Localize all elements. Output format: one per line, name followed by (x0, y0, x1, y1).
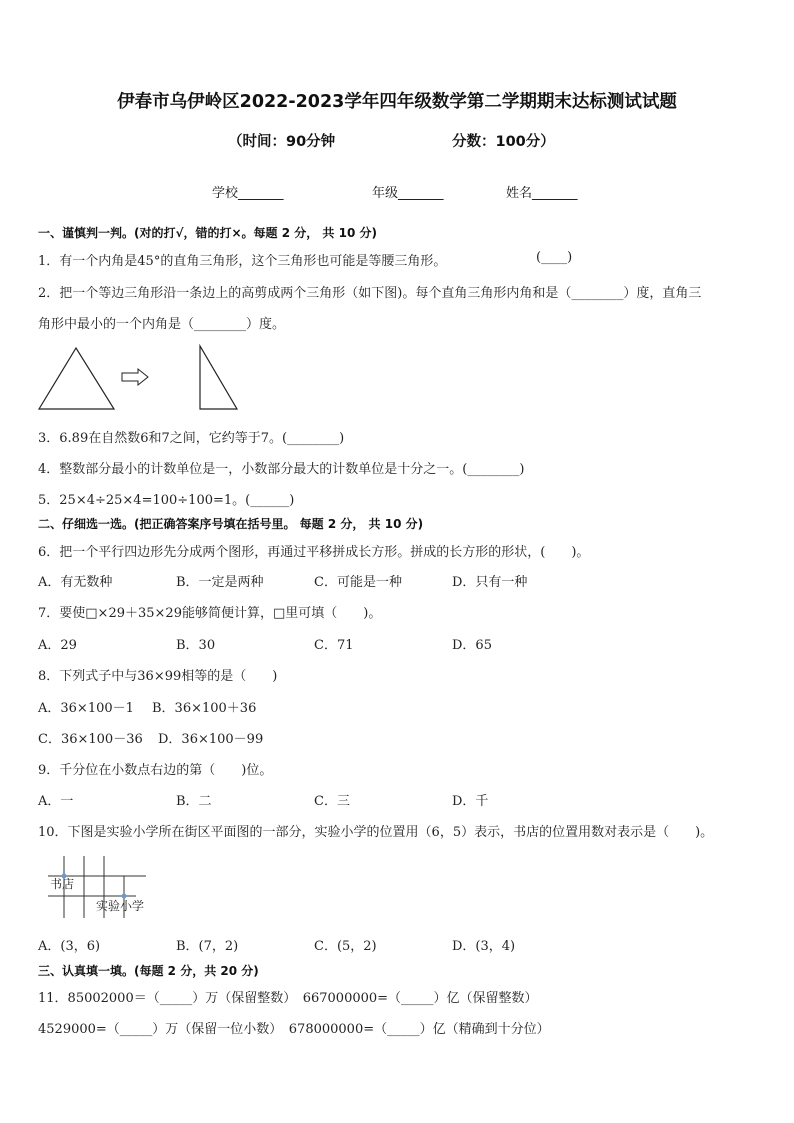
question-9: 9．千分位在小数点右边的第（ )位。 (38, 763, 273, 778)
question-1-answer-blank[interactable]: (____) (536, 250, 573, 265)
question-8: 8．下列式子中与36×99相等的是（ ) (38, 669, 278, 684)
question-2-line-2: 角形中最小的一个内角是（________）度。 (38, 317, 286, 332)
score-label: 分数：100分） (452, 134, 555, 150)
question-11-line-2: 4529000=（_____）万（保留一位小数） 678000000=（_____）亿（精确到十分位） (38, 1022, 550, 1037)
school-marker (122, 894, 127, 899)
name-field[interactable]: 姓名_______ (506, 186, 578, 201)
section-1-heading: 一、谨慎判一判。(对的打√，错的打×。每题 2 分， 共 10 分) (38, 226, 377, 240)
q8-option-a[interactable]: A．36×100－1 (38, 701, 134, 716)
q9-option-b[interactable]: B．二 (176, 794, 212, 809)
q10-option-d[interactable]: D．(3，4) (452, 939, 516, 954)
question-4: 4．整数部分最小的计数单位是一，小数部分最大的计数单位是十分之一。(________) (38, 462, 525, 477)
question-11-line-1: 11．85002000＝（_____）万（保留整数） 667000000=（_____）亿（保留整数） (38, 991, 538, 1006)
q7-option-c[interactable]: C．71 (314, 638, 354, 653)
q8-option-c[interactable]: C．36×100－36 (38, 732, 143, 747)
q7-option-b[interactable]: B．30 (176, 638, 216, 653)
q9-option-d[interactable]: D．千 (452, 794, 489, 809)
grade-field[interactable]: 年级_______ (372, 186, 444, 201)
question-1: 1．有一个内角是45°的直角三角形，这个三角形也可能是等腰三角形。 (38, 254, 447, 269)
q8-option-d[interactable]: D．36×100－99 (158, 732, 264, 747)
q6-option-a[interactable]: A．有无数种 (38, 575, 113, 590)
right-arrow-icon (122, 369, 148, 385)
q6-option-c[interactable]: C．可能是一种 (314, 575, 402, 590)
question-6: 6．把一个平行四边形先分成两个图形，再通过平移拼成长方形。拼成的长方形的形状，( )。 (38, 545, 590, 560)
right-triangle (200, 346, 237, 409)
school-label: 实验小学 (96, 899, 145, 913)
q8-option-b[interactable]: B．36×100＋36 (152, 701, 257, 716)
q6-option-d[interactable]: D．只有一种 (452, 575, 528, 590)
q10-option-c[interactable]: C．(5，2) (314, 939, 377, 954)
equilateral-triangle (39, 348, 114, 409)
question-5: 5．25×4÷25×4=100÷100=1。(______) (38, 493, 295, 508)
q10-option-b[interactable]: B．(7，2) (176, 939, 239, 954)
q7-option-d[interactable]: D．65 (452, 638, 492, 653)
question-7: 7．要使□×29＋35×29能够简便计算，□里可填（ )。 (38, 606, 382, 621)
q7-option-a[interactable]: A．29 (38, 638, 77, 653)
street-grid-map (40, 854, 170, 924)
question-3: 3．6.89在自然数6和7之间，它约等于7。(________) (38, 431, 345, 446)
section-2-heading: 二、仔细选一选。(把正确答案序号填在括号里。 每题 2 分， 共 10 分) (38, 517, 424, 531)
question-10: 10．下图是实验小学所在街区平面图的一部分，实验小学的位置用（6，5）表示，书店的位置用数对表示是（ )。 (38, 825, 714, 840)
question-2-line-1: 2．把一个等边三角形沿一条边上的高剪成两个三角形（如下图)。每个直角三角形内角和是（________）度，直角三 (38, 286, 702, 301)
triangle-cut-figure (38, 342, 248, 414)
section-3-heading: 三、认真填一填。(每题 2 分，共 20 分) (38, 964, 259, 978)
q10-option-a[interactable]: A．(3，6) (38, 939, 101, 954)
school-field[interactable]: 学校_______ (212, 186, 284, 201)
time-label: （时间：90分钟 (228, 134, 336, 150)
page-title: 伊春市乌伊岭区2022-2023学年四年级数学第二学期期末达标测试试题 (117, 92, 677, 112)
q6-option-b[interactable]: B．一定是两种 (176, 575, 264, 590)
bookstore-label: 书店 (50, 877, 75, 891)
q9-option-c[interactable]: C．三 (314, 794, 350, 809)
q9-option-a[interactable]: A．一 (38, 794, 74, 809)
